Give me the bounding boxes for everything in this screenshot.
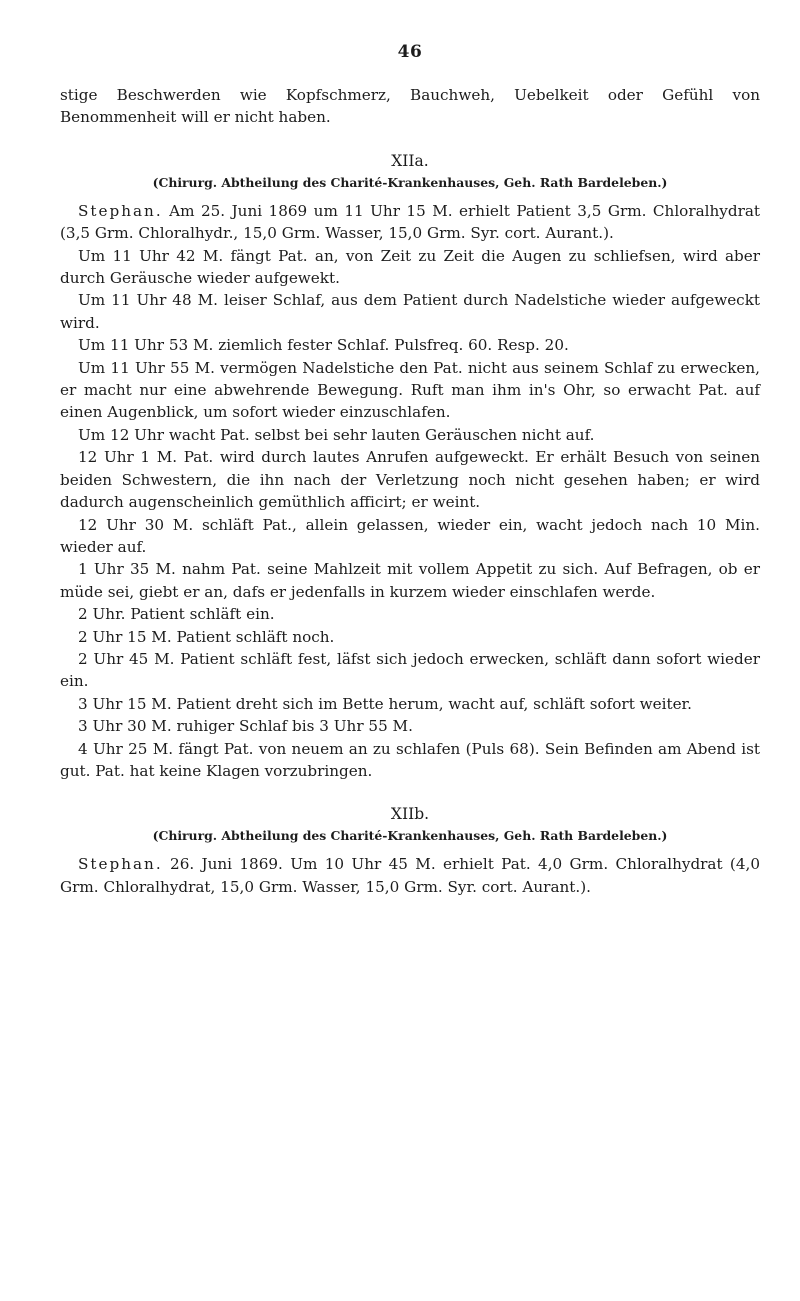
case-entry: Um 11 Uhr 48 M. leiser Schlaf, aus dem Patient durch Nadelstiche wieder aufgeweckt wird. <box>60 291 760 332</box>
section-title: XIIb. <box>390 805 430 824</box>
case-entry: 3 Uhr 30 M. ruhiger Schlaf bis 3 Uhr 55 M. <box>78 717 413 736</box>
opening-paragraph: stige Beschwerden wie Kopfschmerz, Bauchweh, Uebelkeit oder Gefühl von Benommenheit will er nicht haben. <box>60 86 760 127</box>
section-title: XIIa. <box>391 151 429 170</box>
case-entry: 2 Uhr. Patient schläft ein. <box>78 605 275 624</box>
case-intro-paragraph <box>60 853 760 898</box>
case-intro-text: Am 25. Juni 1869 um 11 Uhr 15 M. erhielt Patient 3,5 Grm. Chloralhydrat (3,5 Grm. Chloralhydr., 15,0 Grm. Wasser, 15,0 Grm. Syr. cort. Aurant.). <box>60 201 761 243</box>
case-entry: Um 12 Uhr wacht Pat. selbst bei sehr lauten Geräuschen nicht auf. <box>78 425 595 444</box>
document-page <box>60 42 760 898</box>
patient-name: Stephan. <box>78 201 163 220</box>
case-entry: 4 Uhr 25 M. fängt Pat. von neuem an zu schlafen (Puls 68). Sein Befinden am Abend ist gut. Pat. hat keine Klagen vorzubringen. <box>60 739 760 780</box>
case-entry: Um 11 Uhr 55 M. vermögen Nadelstiche den Pat. nicht aus seinem Schlaf zu erwecken, er macht nur eine abwehrende Bewegung. Ruft man ihm in's Ohr, so erwacht Pat. auf einen Augenblick, um sofort wieder einzuschlafen. <box>60 358 760 422</box>
section-source: (Chirurg. Abtheilung des Charité-Krankenhauses, Geh. Rath Bardeleben.) <box>152 828 668 844</box>
case-entry: 3 Uhr 15 M. Patient dreht sich im Bette herum, wacht auf, schläft sofort weiter. <box>78 694 692 713</box>
section-source: (Chirurg. Abtheilung des Charité-Krankenhauses, Geh. Rath Bardeleben.) <box>152 174 668 190</box>
case-entry: Um 11 Uhr 42 M. fängt Pat. an, von Zeit zu Zeit die Augen zu schliefsen, wird aber durch Geräusche wieder aufgewekt. <box>60 246 760 288</box>
patient-name: Stephan. <box>78 855 163 874</box>
case-entry: Um 11 Uhr 53 M. ziemlich fester Schlaf. Pulsfreq. 60. Resp. 20. <box>78 336 569 355</box>
page-number: 46 <box>397 42 423 62</box>
case-entry: 1 Uhr 35 M. nahm Pat. seine Mahlzeit mit vollem Appetit zu sich. Auf Befragen, ob er müde sei, giebt er an, dafs er jedenfalls in kurzem wieder einschlafen werde. <box>60 560 760 601</box>
case-intro-paragraph <box>60 200 760 245</box>
case-entry: 2 Uhr 15 M. Patient schläft noch. <box>78 627 335 646</box>
section-xiib <box>60 803 760 898</box>
section-xiia <box>60 150 760 783</box>
case-entry: 2 Uhr 45 M. Patient schläft fest, läfst sich jedoch erwecken, schläft dann sofort wieder ein. <box>60 649 760 691</box>
case-intro-text: 26. Juni 1869. Um 10 Uhr 45 M. erhielt Pat. 4,0 Grm. Chloralhydrat (4,0 Grm. Chloralhydrat, 15,0 Grm. Wasser, 15,0 Grm. Syr. cort. Aurant.). <box>60 855 761 896</box>
case-entry: 12 Uhr 1 M. Pat. wird durch lautes Anrufen aufgeweckt. Er erhält Besuch von seinen beiden Schwestern, die ihn nach der Verletzung noch nicht gesehen haben; er wird dadurch augenscheinlich gemüthlich afficirt; er weint. <box>60 448 760 512</box>
case-entry: 12 Uhr 30 M. schläft Pat., allein gelassen, wieder ein, wacht jedoch nach 10 Min. wieder auf. <box>60 515 760 556</box>
